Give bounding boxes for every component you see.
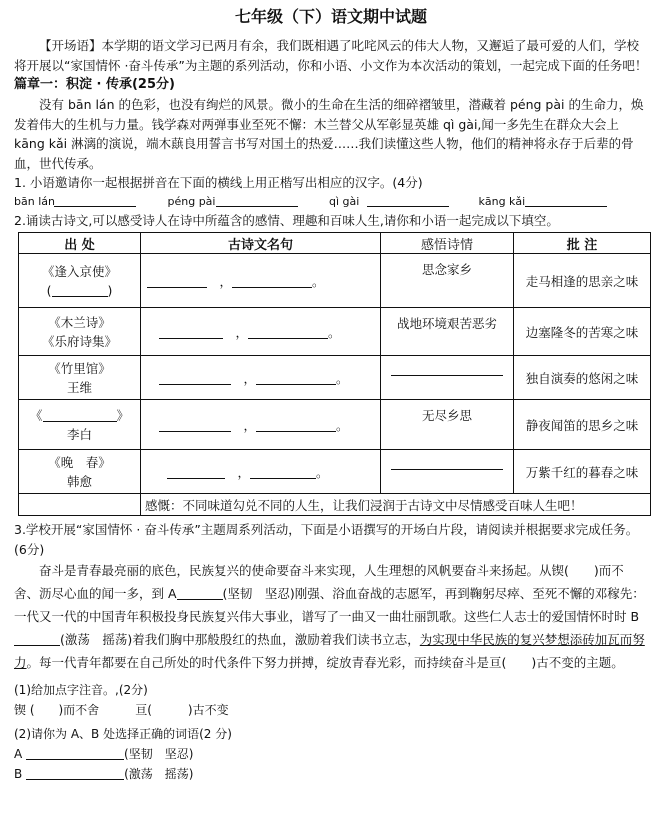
verse-cell [141, 450, 381, 494]
pinyin-label: kāng kǎi [478, 194, 526, 208]
pinyin-label: qì gài [329, 194, 360, 208]
comma: ， [243, 417, 257, 433]
bracket-open: 《 [29, 407, 43, 423]
comment-cell: 静夜闻笛的思乡之味 [514, 400, 651, 450]
feeling-cell: 思念家乡 [381, 254, 514, 308]
table-header: 古诗文名句 [141, 233, 381, 254]
table-header: 感悟诗情 [381, 233, 514, 254]
page-title: 七年级（下）语文期中试题 [234, 7, 427, 26]
passage-text: (坚韧 坚忍)刚强、浴血奋战的志愿军，再到鞠躬尽瘁、至死不懈的邓稼先：一代又一代的中国青年积极投身民族复兴伟大事业，谱写了一曲又一曲壮丽凯歌。这些仁人志士的爱国情怀时时 B [14, 586, 645, 624]
option-a-row [14, 744, 648, 764]
option-b-blank[interactable] [26, 767, 124, 780]
verse-blank[interactable] [256, 372, 336, 385]
bracket-close: 》 [116, 407, 130, 423]
answer-blank[interactable] [216, 194, 298, 207]
blank-b[interactable] [14, 633, 60, 646]
source-cell [19, 308, 141, 356]
question-three: 3.学校开展“家国情怀 · 奋斗传承”主题周系列活动，下面是小语撰写的开场白片段，请阅读并根据要求完成任务。(6分) [14, 522, 639, 557]
pinyin-label: péng pài [167, 194, 216, 208]
author-name: 韩愈 [66, 473, 92, 489]
period: 。 [336, 370, 349, 386]
comment-cell: 边塞隆冬的苦寒之味 [514, 308, 651, 356]
comma: ， [237, 464, 251, 480]
poem-title: 《晚 春》 [48, 454, 111, 470]
table-row [19, 450, 651, 494]
poem-title: 《木兰诗》 [48, 314, 111, 330]
blank-a[interactable] [177, 587, 223, 600]
author-blank[interactable] [52, 284, 108, 297]
passage-text: 奋斗是青春最亮丽的底色，民族复兴的使命要奋斗来实现，人生理想的风帆要奋斗来扬起。从锲( )而不舍、沥尽心血的闻一多，到 A [14, 563, 624, 601]
period: 。 [312, 273, 325, 289]
question-one: 1. 小语邀请你一起根据拼音在下面的横线上用正楷写出相应的汉字。(4分) [14, 175, 423, 190]
verse-blank[interactable] [250, 466, 316, 479]
option-label: B [14, 767, 23, 781]
verse-cell [141, 400, 381, 450]
option-b-row [14, 764, 648, 784]
pinyin-answer-row [14, 193, 648, 211]
period: 。 [328, 324, 341, 340]
answer-blank[interactable] [525, 194, 607, 207]
verse-blank[interactable] [147, 275, 207, 288]
poetry-table [18, 232, 651, 516]
poem-title: 《逢入京使》 [41, 263, 117, 279]
answer-blank[interactable] [54, 194, 136, 207]
verse-cell [141, 308, 381, 356]
pinyin-label: bān lán [14, 194, 55, 208]
comma: ， [219, 273, 233, 289]
source-cell [19, 254, 141, 308]
table-header: 出 处 [19, 233, 141, 254]
table-header: 批 注 [514, 233, 651, 254]
table-header-row [19, 233, 651, 254]
paren-open: ( [46, 282, 52, 298]
option-a-blank[interactable] [26, 747, 124, 760]
author-name: 李白 [66, 426, 92, 442]
underlined-text: 为实现中华民族的复兴梦想添砖加瓦而努力 [14, 632, 645, 670]
source-cell [19, 356, 141, 400]
comment-cell: 走马相逢的思亲之味 [514, 254, 651, 308]
poem-title: 《竹里馆》 [48, 360, 111, 376]
passage-two [14, 559, 648, 674]
chapter-heading: 篇章一：积淀 · 传承(25分) [14, 77, 175, 92]
table-row [19, 254, 651, 308]
comment-cell: 独自演奏的悠闲之味 [514, 356, 651, 400]
verse-blank[interactable] [256, 419, 336, 432]
sub-question-two: (2)请你为 A、B 处选择正确的词语(2 分) [14, 727, 232, 741]
table-row [19, 308, 651, 356]
intro-paragraph: 【开场语】本学期的语文学习已两月有余，我们既相遇了叱咤风云的伟大人物，又邂逅了最可爱的人们，学校将开展以“家国情怀 ·奋斗传承”为主题的系列活动，你和小语、小文作为本次活动的策划，一起完成下面的任务吧！ [14, 38, 648, 73]
paren-close: ) [107, 282, 113, 298]
option-label: A [14, 747, 23, 761]
feeling-cell: 无尽乡思 [381, 400, 514, 450]
table-summary-row [19, 494, 651, 516]
phonetic-item: 亘( )古不变 [135, 703, 229, 717]
verse-blank[interactable] [159, 326, 223, 339]
title-blank[interactable] [43, 409, 117, 422]
comma: ， [235, 324, 249, 340]
empty-cell [19, 494, 141, 516]
comma: ， [243, 370, 257, 386]
verse-blank[interactable] [167, 466, 225, 479]
sub-question-one-items [14, 700, 648, 720]
feeling-cell [381, 450, 514, 494]
passage-text: 。每一代青年都要在自己所处的时代条件下努力拼搏，绽放青春光彩，而持续奋斗是亘( )古不变的主题。 [26, 655, 624, 670]
sub-question-one: (1)给加点字注音。,(2分) [14, 683, 148, 697]
feeling-blank[interactable] [391, 457, 503, 470]
period: 。 [336, 417, 349, 433]
verse-blank[interactable] [248, 326, 328, 339]
exam-page [14, 4, 648, 784]
answer-blank[interactable] [367, 194, 449, 207]
comment-cell: 万紫千红的暮春之味 [514, 450, 651, 494]
author-name: 王维 [66, 379, 92, 395]
passage-one: 没有 bān lán 的色彩，也没有绚烂的风景。微小的生命在生活的细碎褶皱里，潜藏着 péng pài 的生命力，焕发着伟大的生机与力量。钱学森对两弹事业至死不懈：木兰替父从军彰显英雄 qì gài,闻一多先生在群众大会上 kāng kǎi 淋漓的演说，端木蕻良用誓言书写对国土的热爱……我们读懂这些人物，他们的精神将永存于后辈的骨血，世代传承。 [14, 97, 644, 171]
period: 。 [316, 464, 329, 480]
phonetic-item: 锲 ( )而不舍 [14, 703, 100, 717]
verse-cell [141, 254, 381, 308]
feeling-blank[interactable] [391, 363, 503, 376]
table-row [19, 356, 651, 400]
table-row [19, 400, 651, 450]
source-cell [19, 400, 141, 450]
option-choices: (坚韧 坚忍) [124, 747, 194, 761]
verse-blank[interactable] [232, 275, 312, 288]
option-choices: (激荡 摇荡) [124, 767, 194, 781]
verse-blank[interactable] [159, 372, 231, 385]
collection-name: 《乐府诗集》 [41, 333, 117, 349]
summary-cell: 感慨：不同味道勾兑不同的人生，让我们浸润于古诗文中尽情感受百味人生吧！ [141, 494, 651, 516]
passage-text: (激荡 摇荡)着我们胸中那般殷红的热血，激励着我们读书立志， [60, 632, 420, 647]
verse-blank[interactable] [159, 419, 231, 432]
feeling-cell [381, 356, 514, 400]
feeling-cell: 战地环境艰苦恶劣 [381, 308, 514, 356]
verse-cell [141, 356, 381, 400]
source-cell [19, 450, 141, 494]
question-two: 2.诵读古诗文,可以感受诗人在诗中所蕴含的感情、理趣和百味人生,请你和小语一起完成以下填空。 [14, 212, 559, 228]
